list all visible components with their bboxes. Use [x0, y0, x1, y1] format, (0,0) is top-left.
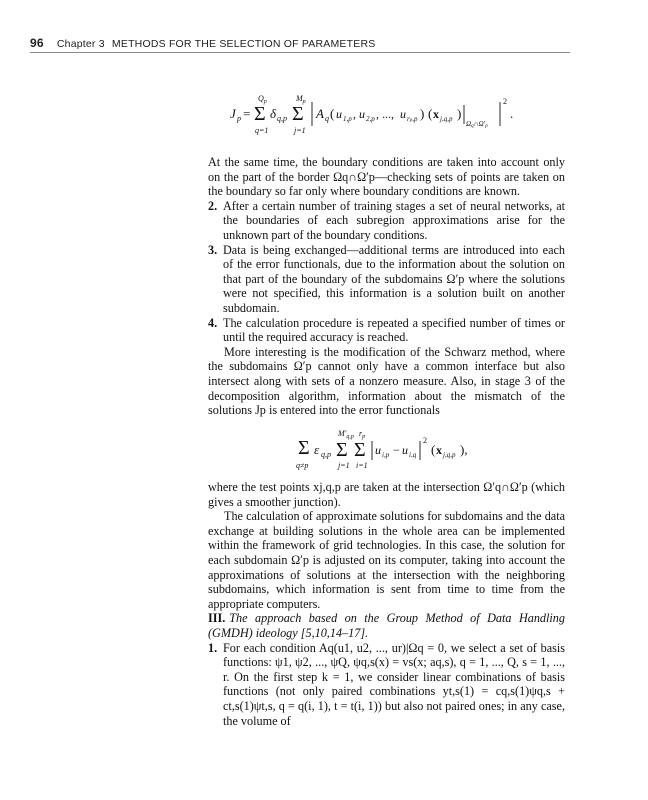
equation-jp	[228, 88, 548, 138]
svg-text:Σ: Σ	[254, 103, 266, 125]
paragraph-grid-technologies: The calculation of approximate solutions for subdomains and the data exchange at building solutions in the whole area can be implemented within the framework of grid technologies. In this case, the solution for each subdomain Ω′p is adjusted on its computer, taking into account the approximations of solutions at the intersection with the neighboring subdomains, which information is sent from time to time from the appropriate computers.	[208, 509, 565, 611]
svg-text:2,p: 2,p	[366, 115, 375, 123]
section-title: The approach based on the Group Method of Data Handling (GMDH) ideology [5,10,14–17].	[208, 611, 565, 640]
body-text-block-1	[208, 155, 565, 418]
svg-text:−: −	[393, 443, 400, 457]
svg-text:u: u	[336, 107, 342, 121]
svg-text:u: u	[359, 107, 365, 121]
svg-text:δ: δ	[270, 106, 277, 121]
svg-text:Σ: Σ	[354, 439, 366, 461]
running-header	[30, 36, 570, 50]
list-number: 3.	[208, 242, 218, 257]
list-number: 2.	[208, 198, 218, 213]
list-item-gmdh-1	[208, 641, 565, 729]
svg-text:Qp: $Q_p$	[258, 94, 267, 105]
page-number: 96	[30, 36, 44, 50]
svg-text:rp,p: rp,p	[407, 115, 418, 123]
svg-text:J: J	[230, 106, 236, 121]
svg-text:Σ: Σ	[292, 103, 304, 125]
list-item-3	[208, 243, 565, 316]
svg-text:.: .	[510, 106, 514, 121]
svg-text:ε: ε	[314, 442, 320, 457]
svg-text:,: ,	[353, 107, 356, 121]
svg-text:2: 2	[503, 97, 507, 106]
svg-text:(: (	[330, 106, 335, 121]
chapter-label: Chapter 3	[56, 38, 105, 50]
list-item-text: The calculation procedure is repeated a specified number of times or until the required accuracy is reached.	[223, 315, 565, 345]
list-item-text: After a certain number of training stages a set of neural networks, at the boundaries of each subregion approximations arise for the unknown part of the boundary conditions.	[223, 198, 565, 242]
svg-text:): )	[457, 106, 462, 121]
list-number: 1.	[208, 640, 218, 655]
svg-text:=: =	[243, 106, 251, 121]
list-item-2	[208, 199, 565, 243]
svg-text:): )	[420, 106, 425, 121]
svg-text:q: q	[325, 114, 329, 123]
svg-text:u: u	[400, 107, 406, 121]
equation-mismatch	[292, 424, 532, 472]
header-rule	[30, 52, 570, 53]
svg-text:Mp: $M_p$	[296, 94, 306, 105]
svg-text:i=1: i=1	[356, 461, 368, 470]
list-item-4	[208, 316, 565, 345]
svg-text:p: p	[237, 114, 241, 123]
paragraph-test-points: where the test points xj,q,p are taken at the intersection Ω′q∩Ω′p (which gives a smoother junction).	[208, 480, 565, 509]
svg-text:2: 2	[423, 436, 427, 445]
svg-text:q≠p: q≠p	[296, 461, 309, 470]
paragraph-schwarz: More interesting is the modification of the Schwarz method, where the subdomains Ω′p cannot only have a common interface but also intersect along with sets of a nonzero measure. Also, in stage 3 of the decomposition algorithm, information about the mismatch of the solutions Jp is entered into the error functionals	[208, 344, 565, 418]
list-item-text: For each condition Aq(u1, u2, ..., ur)|Ωq = 0, we select a set of basis functions: ψ1, ψ2, ..., ψQ, ψq,s(x) = vs(x; aq,s), q = 1, ..., Q, s = 1, ..., r. On the first step k = 1, we consider linear combinations of basis functions (not only paired combinations yt,s(1) = cq,s(1)ψq,s + ct,s(1)ψt,s, q = q(i, 1), t = t(i, 1)) but also not paired ones; in any case, the volume of	[223, 640, 565, 728]
section-number: III.	[208, 611, 226, 626]
svg-text:i,q: i,q	[409, 451, 417, 459]
svg-text:(: (	[431, 442, 436, 457]
list-number: 4.	[208, 315, 218, 330]
body-text-block-2	[208, 480, 565, 728]
svg-text:, ...,: , ...,	[376, 107, 394, 121]
svg-text:(: (	[428, 106, 433, 121]
svg-text:Ωq∩Ω′p: Ωq∩Ω′p	[466, 120, 488, 129]
svg-text:x: x	[436, 443, 442, 457]
svg-text:Σ: Σ	[336, 439, 348, 461]
list-item-text: Data is being exchanged—additional terms are introduced into each of the error functionals, due to the information about the solution on that part of the boundary of the subdomains Ω′p where the solutions were not specified, this information is a solution built on another subdomain.	[223, 242, 565, 315]
chapter-title: METHODS FOR THE SELECTION OF PARAMETERS	[111, 38, 376, 50]
svg-text:j,q,p: j,q,p	[440, 115, 453, 123]
svg-text:1,p: 1,p	[343, 115, 352, 123]
svg-text:j=1: j=1	[294, 126, 306, 135]
svg-text:q,p: q,p	[321, 450, 331, 459]
svg-text:M′q,p: $M'_{q,p}$	[338, 429, 354, 440]
svg-text:j,q,p: j,q,p	[443, 451, 456, 459]
svg-text:A: A	[316, 106, 324, 121]
svg-text:x: x	[433, 107, 439, 121]
svg-text:u: u	[375, 443, 381, 457]
paragraph-boundary-conditions: At the same time, the boundary conditions are taken into account only on the part of the border Ωq∩Ω′p—checking sets of points are taken on the boundary so far only where boundary conditions are known.	[208, 155, 565, 199]
svg-text:u: u	[402, 443, 408, 457]
svg-text:rp: $r_p$	[359, 429, 366, 440]
svg-text:),: ),	[460, 442, 468, 457]
section-heading-gmdh	[208, 611, 565, 640]
svg-text:j=1: j=1	[338, 461, 350, 470]
svg-text:q=1: q=1	[255, 126, 269, 135]
svg-text:i,p: i,p	[382, 451, 390, 459]
svg-text:q,p: q,p	[277, 114, 287, 123]
svg-text:Σ: Σ	[298, 437, 310, 459]
